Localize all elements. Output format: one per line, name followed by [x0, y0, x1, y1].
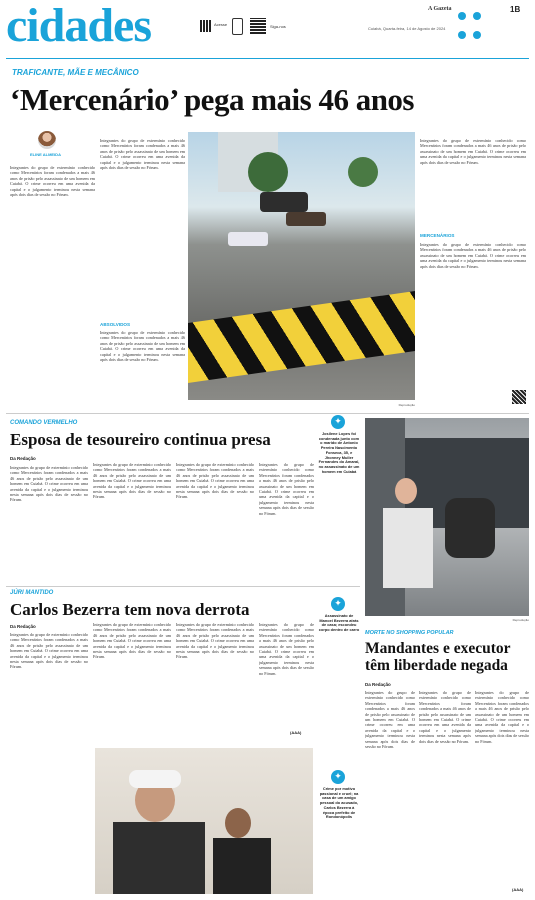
brand-name: A Gazeta: [428, 6, 452, 12]
story4-col-2: Integrantes do grupo de extermínio conhecido como Mercenários foram condenados a mais 46 anos de prisão pelo assassinato de um homem em Cuiabá. O crime ocorreu em uma avenida da capital e o julgamento terminou nesta semana após dois dias de sessão no Fórum.: [419, 690, 471, 744]
man-hat-shape: [129, 770, 181, 788]
main-kicker: TRAFICANTE, MÃE E MECÂNICO: [12, 68, 139, 77]
story3-col-4: Integrantes do grupo de extermínio conhecido como Mercenários foram condenados a mais 46 anos de prisão pelo assassinato de um homem em Cuiabá. O crime ocorreu em uma avenida da capital e o julgamento terminou nesta semana após dois dias de sessão no Fórum.: [259, 622, 314, 676]
story4-headline: [365, 640, 530, 674]
second-man-body-shape: [213, 838, 271, 894]
motorcycle-shape: [286, 212, 326, 226]
story3-headline: Carlos Bezerra tem nova derrota: [10, 600, 250, 619]
facebook-icon: [473, 12, 481, 20]
main-body-col-1: Integrantes do grupo de extermínio conhecido como Mercenários foram condenados a mais 46 anos de prisão pelo assassinato de um homem em Cuiabá. O crime ocorreu em uma avenida da capital e o julgamento terminou nesta semana após dois dias de sessão no Fórum.: [10, 165, 95, 198]
page-number: 1B: [510, 5, 521, 14]
palm-tree-shape: [248, 152, 288, 192]
woman-head-shape: [395, 478, 417, 504]
author-avatar: [38, 131, 56, 149]
instagram-icon: [458, 12, 466, 20]
section-title: cidades: [6, 0, 152, 52]
bag-shape: [445, 498, 495, 558]
main-body-col-3b: Integrantes do grupo de extermínio conhecido como Mercenários foram condenados a mais 46 anos de prisão pelo assassinato de um homem em Cuiabá. O crime ocorreu em uma avenida da capital e o julgamento terminou nesta semana após dois dias de sessão no Fórum.: [420, 242, 526, 269]
qr-code-icon: [200, 20, 212, 32]
story2-byline: Da Redação: [10, 456, 36, 461]
story2-col-2: Integrantes do grupo de extermínio conhecido como Mercenários foram condenados a mais 46 anos de prisão pelo assassinato de um homem em Cuiabá. O crime ocorreu em uma avenida da capital e o julgamento terminou nesta semana após dois dias de sessão no Fórum.: [93, 462, 171, 500]
info-badge-icon-3: ✦: [331, 770, 345, 784]
story3-col-2: Integrantes do grupo de extermínio conhecido como Mercenários foram condenados a mais 46 anos de prisão pelo assassinato de um homem em Cuiabá. O crime ocorreu em uma avenida da capital e o julgamento terminou nesta semana após dois dias de sessão no Fórum.: [93, 622, 171, 660]
social-icons: [458, 5, 498, 14]
story3-sidebar-text-2: Crime por motivo passional e cruel; na casa de um amigo pessoal do acusado, Carlos Bezerra à época prefeito de Rondonópolis: [319, 786, 359, 820]
main-body-col-2a: Integrantes do grupo de extermínio conhecido como Mercenários foram condenados a mais 46 anos de prisão pelo assassinato de um homem em Cuiabá. O crime ocorreu em uma avenida da capital e o julgamento terminou nesta semana após dois dias de sessão no Fórum.: [100, 138, 185, 171]
qr-code-icon-2: [250, 18, 266, 34]
bezerra-photo: [95, 748, 313, 894]
date-line: Cuiabá, Quarta-feira, 14 de Agosto de 2024: [368, 26, 446, 31]
main-subhead-mercenarios: MERCENÁRIOS: [420, 233, 455, 238]
story3-col-1: Integrantes do grupo de extermínio conhecido como Mercenários foram condenados a mais 46 anos de prisão pelo assassinato de um homem em Cuiabá. O crime ocorreu em uma avenida da capital e o julgamento terminou nesta semana após dois dias de sessão no Fórum.: [10, 632, 88, 670]
main-body-col-2b: Integrantes do grupo de extermínio conhecido como Mercenários foram condenados a mais 46 anos de prisão pelo assassinato de um homem em Cuiabá. O crime ocorreu em uma avenida da capital e o julgamento terminou nesta semana após dois dias de sessão no Fórum.: [100, 330, 185, 363]
story3-sidebar-text-1: Assassinato de Manoel Bezerra atrás de casa; escondeu corpo dentro de carro: [318, 613, 360, 633]
arrest-photo: [365, 418, 529, 616]
story4-headline-text: Mandantes e executor têm liberdade negada: [365, 640, 511, 674]
story3-col-3: Integrantes do grupo de extermínio conhecido como Mercenários foram condenados a mais 46 anos de prisão pelo assassinato de um homem em Cuiabá. O crime ocorreu em uma avenida da capital e o julgamento terminou nesta semana após dois dias de sessão no Fórum.: [176, 622, 254, 660]
crime-scene-photo: [188, 132, 415, 400]
story2-col-1: Integrantes do grupo de extermínio conhecido como Mercenários foram condenados a mais 46 anos de prisão pelo assassinato de um homem em Cuiabá. O crime ocorreu em uma avenida da capital e o julgamento terminou nesta semana após dois dias de sessão no Fórum.: [10, 465, 88, 503]
main-body-col-3a: Integrantes do grupo de extermínio conhecido como Mercenários foram condenados a mais 46 anos de prisão pelo assassinato de um homem em Cuiabá. O crime ocorreu em uma avenida da capital e o julgamento terminou nesta semana após dois dias de sessão no Fórum.: [420, 138, 526, 165]
story2-photo-credit: Reprodução: [512, 618, 529, 622]
story2-headline: Esposa de tesoureiro continua presa: [10, 430, 271, 449]
qr-code-icon-3: [512, 390, 526, 404]
vehicle-shape: [260, 192, 308, 212]
story2-kicker: COMANDO VERMELHO: [10, 420, 78, 426]
info-badge-icon: ✦: [331, 415, 345, 429]
man-body-shape: [113, 822, 205, 894]
header-rule: [6, 58, 529, 59]
youtube-icon: [473, 31, 481, 39]
author-name: ELINE ALMEIDA: [30, 152, 61, 157]
story4-col-3: Integrantes do grupo de extermínio conhecido como Mercenários foram condenados a mais 46 anos de prisão pelo assassinato de um homem em Cuiabá. O crime ocorreu em uma avenida da capital e o julgamento terminou nesta semana após dois dias de sessão no Fórum.: [475, 690, 529, 744]
main-subhead-absolvidos: ABSOLVIDOS: [100, 322, 131, 327]
story4-kicker: MORTE NO SHOPPING POPULAR: [365, 630, 454, 636]
section-rule-1: [6, 413, 529, 414]
story3-kicker: JÚRI MANTIDO: [10, 590, 54, 596]
qr-label-2: Siga-nos: [270, 24, 286, 29]
palm-tree-shape-2: [348, 157, 378, 187]
story4-byline: Da Redação: [365, 682, 391, 687]
phone-icon: [232, 18, 243, 35]
qr-label: Acesse: [214, 22, 228, 27]
story4-tag: (AAA): [512, 887, 524, 892]
second-man-head-shape: [225, 808, 251, 838]
x-icon: [458, 31, 466, 39]
story3-byline: Da Redação: [10, 624, 36, 629]
story2-col-4: Integrantes do grupo de extermínio conhecido como Mercenários foram condenados a mais 46 anos de prisão pelo assassinato de um homem em Cuiabá. O crime ocorreu em uma avenida da capital e o julgamento terminou nesta semana após dois dias de sessão no Fórum.: [259, 462, 314, 516]
story4-col-1: Integrantes do grupo de extermínio conhecido como Mercenários foram condenados a mais 46 anos de prisão pelo assassinato de um homem em Cuiabá. O crime ocorreu em uma avenida da capital e o julgamento terminou nesta semana após dois dias de sessão no Fórum.: [365, 690, 415, 750]
section-rule-2: [6, 586, 360, 587]
story2-col-3: Integrantes do grupo de extermínio conhecido como Mercenários foram condenados a mais 46 anos de prisão pelo assassinato de um homem em Cuiabá. O crime ocorreu em uma avenida da capital e o julgamento terminou nesta semana após dois dias de sessão no Fórum.: [176, 462, 254, 500]
info-badge-icon-2: ✦: [331, 597, 345, 611]
story2-sidebar-text: Josilene Lopes foi condenada junto com o marido de Antonio Pereira Nascimento Fonseca, 35, e Jhonney Muller Fernandes do Amaral, no assassinato de um homem em Cuiabá: [318, 431, 360, 474]
story3-tag: (AAA): [290, 730, 302, 735]
body-cover-shape: [228, 232, 268, 246]
main-headline: ‘Mercenário’ pega mais 46 anos: [10, 82, 414, 117]
main-photo-credit: Reprodução: [398, 403, 415, 407]
barrier-shape: [188, 291, 415, 383]
woman-body-shape: [383, 508, 433, 588]
